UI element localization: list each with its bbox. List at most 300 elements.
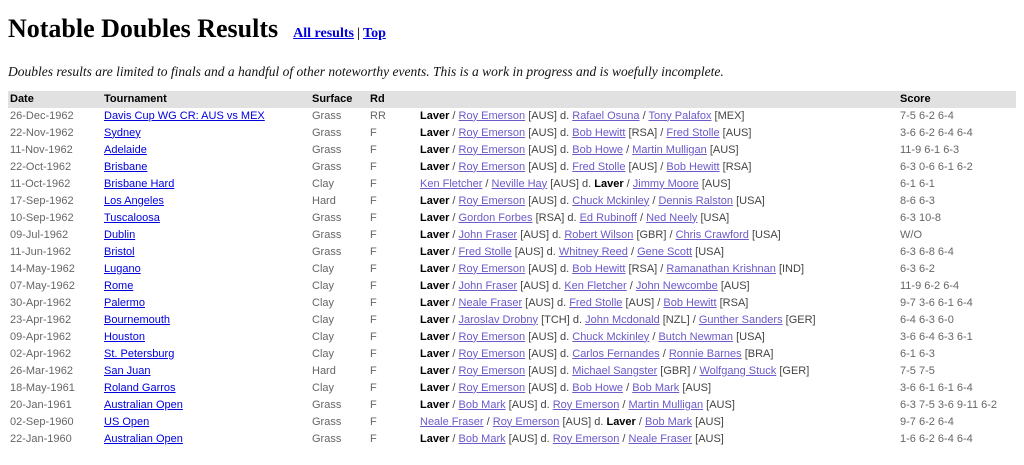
result-text: /: [449, 330, 459, 343]
result-text: /: [449, 262, 459, 275]
player-link[interactable]: Whitney Reed: [558, 245, 628, 258]
tournament-link[interactable]: Adelaide: [104, 143, 147, 156]
result-cell: [418, 380, 898, 397]
tournament-cell: [102, 363, 310, 380]
result-text: [AUS] d.: [511, 245, 559, 258]
player-link[interactable]: Jaroslav Drobny: [458, 313, 539, 326]
player-link[interactable]: Roy Emerson: [458, 143, 526, 156]
date-cell: 14-May-1962: [10, 262, 75, 275]
result-text: [AUS] d.: [525, 109, 573, 122]
column-header: Date: [8, 91, 102, 108]
tournament-link[interactable]: Roland Garros: [104, 381, 176, 394]
laver-name: Laver: [420, 364, 450, 377]
table-row: [8, 176, 1016, 193]
result-text: /: [449, 398, 459, 411]
column-header: Rd: [368, 91, 418, 108]
result-text: [TCH] d.: [538, 313, 586, 326]
player-link[interactable]: Martin Mulligan: [632, 143, 707, 156]
score-cell: 9-7 3-6 6-1 6-4: [900, 296, 973, 309]
result-text: [MEX]: [711, 109, 745, 122]
round-cell: F: [370, 262, 377, 275]
laver-name: Laver: [420, 211, 450, 224]
date-cell: 11-Oct-1962: [10, 177, 71, 190]
result-cell: [418, 108, 898, 125]
result-text: [RSA]: [719, 160, 752, 173]
table-row: [8, 261, 1016, 278]
score-cell: 6-3 6-2: [900, 262, 935, 275]
player-link[interactable]: Fred Stolle: [572, 160, 626, 173]
tournament-link[interactable]: St. Petersburg: [104, 347, 175, 360]
laver-name: Laver: [594, 177, 624, 190]
score-cell: 6-1 6-1: [900, 177, 935, 190]
player-link[interactable]: John Fraser: [458, 228, 518, 241]
surface-cell: Grass: [312, 228, 342, 241]
result-text: [USA]: [748, 228, 781, 241]
score-cell: 11-9 6-2 6-4: [900, 279, 960, 292]
score-cell: 6-3 6-8 6-4: [900, 245, 954, 258]
tournament-link[interactable]: Sydney: [104, 126, 141, 139]
result-text: /: [483, 415, 493, 428]
table-row: [8, 142, 1016, 159]
results-table: [8, 91, 1016, 448]
tournament-link[interactable]: US Open: [104, 415, 150, 428]
result-text: [GBR] /: [633, 228, 676, 241]
player-link[interactable]: Ramanathan Krishnan: [666, 262, 776, 275]
table-row: [8, 193, 1016, 210]
player-link[interactable]: Gunther Sanders: [698, 313, 783, 326]
result-text: [AUS]: [706, 143, 739, 156]
column-header: Surface: [310, 91, 368, 108]
tournament-link[interactable]: Tuscaloosa: [104, 211, 160, 224]
laver-name: Laver: [420, 330, 450, 343]
result-text: [AUS] d.: [525, 262, 573, 275]
score-cell: 3-6 6-1 6-1 6-4: [900, 381, 973, 394]
player-link[interactable]: Jimmy Moore: [632, 177, 699, 190]
laver-name: Laver: [420, 143, 450, 156]
round-cell: F: [370, 126, 377, 139]
date-cell: 22-Nov-1962: [10, 126, 74, 139]
player-link[interactable]: Roy Emerson: [458, 347, 526, 360]
result-cell: [418, 176, 898, 193]
result-text: [USA]: [692, 245, 724, 258]
laver-name: Laver: [420, 194, 450, 207]
tournament-cell: [102, 227, 310, 244]
score-cell: 3-6 6-2 6-4 6-4: [900, 126, 973, 139]
player-link[interactable]: John Newcombe: [635, 279, 718, 292]
tournament-cell: [102, 295, 310, 312]
link-separator: |: [356, 26, 361, 41]
player-link[interactable]: Gordon Forbes: [458, 211, 533, 224]
surface-cell: Clay: [312, 279, 335, 292]
score-cell: 6-1 6-3: [900, 347, 935, 360]
header-links: [293, 26, 386, 42]
result-text: [AUS] /: [625, 160, 667, 173]
result-cell: [418, 329, 898, 346]
table-row: [8, 380, 1016, 397]
laver-name: Laver: [420, 279, 450, 292]
result-text: [AUS] d.: [547, 177, 595, 190]
result-text: [AUS]: [703, 398, 735, 411]
result-text: /: [623, 143, 633, 156]
round-cell: F: [370, 330, 377, 343]
tournament-cell: [102, 278, 310, 295]
surface-cell: Clay: [312, 262, 335, 275]
table-row: [8, 108, 1016, 125]
column-header: [418, 91, 898, 108]
table-row: [8, 431, 1016, 448]
tournament-link[interactable]: Los Angeles: [104, 194, 164, 207]
tournament-cell: [102, 312, 310, 329]
player-link[interactable]: Roy Emerson: [552, 432, 620, 445]
player-link[interactable]: Ronnie Barnes: [668, 347, 742, 360]
result-text: /: [635, 415, 645, 428]
surface-cell: Grass: [312, 432, 342, 445]
tournament-cell: [102, 210, 310, 227]
player-link[interactable]: Bob Hewitt: [666, 160, 720, 173]
player-link[interactable]: Bob Hewitt: [663, 296, 717, 309]
player-link[interactable]: Bob Mark: [458, 398, 506, 411]
surface-cell: Clay: [312, 347, 335, 360]
result-text: /: [449, 143, 459, 156]
player-link[interactable]: Carlos Fernandes: [572, 347, 660, 360]
result-cell: [418, 142, 898, 159]
page-title: Notable Doubles Results: [8, 14, 279, 43]
result-cell: [418, 193, 898, 210]
player-link[interactable]: Gene Scott: [637, 245, 693, 258]
result-text: /: [449, 194, 459, 207]
surface-cell: Hard: [312, 364, 336, 377]
result-text: [USA]: [733, 330, 765, 343]
result-text: [BRA]: [741, 347, 774, 360]
player-link[interactable]: Roy Emerson: [458, 330, 526, 343]
date-cell: 23-Apr-1962: [10, 313, 72, 326]
player-link[interactable]: Bob Howe: [572, 381, 624, 394]
result-text: /: [449, 313, 459, 326]
player-link[interactable]: Chuck Mckinley: [572, 194, 650, 207]
result-text: /: [449, 245, 459, 258]
laver-name: Laver: [606, 415, 636, 428]
score-cell: 7-5 7-5: [900, 364, 935, 377]
result-text: [NZL] /: [659, 313, 699, 326]
tournament-cell: [102, 431, 310, 448]
round-cell: F: [370, 398, 377, 411]
round-cell: F: [370, 296, 377, 309]
round-cell: F: [370, 160, 377, 173]
score-cell: 3-6 6-4 6-3 6-1: [900, 330, 973, 343]
round-cell: F: [370, 381, 377, 394]
result-text: [GER]: [782, 313, 816, 326]
surface-cell: Clay: [312, 177, 335, 190]
surface-cell: Grass: [312, 109, 342, 122]
result-text: [USA]: [733, 194, 765, 207]
result-text: /: [449, 279, 459, 292]
surface-cell: Hard: [312, 194, 336, 207]
player-link[interactable]: Wolfgang Stuck: [699, 364, 777, 377]
player-link[interactable]: Ken Fletcher: [420, 177, 483, 190]
player-link[interactable]: Bob Howe: [572, 143, 624, 156]
result-text: [AUS]: [679, 381, 712, 394]
round-cell: F: [370, 177, 377, 190]
column-header: Tournament: [102, 91, 310, 108]
result-text: /: [619, 398, 629, 411]
result-text: /: [639, 109, 649, 122]
tournament-link[interactable]: Bournemouth: [104, 313, 171, 326]
tournament-link[interactable]: Houston: [104, 330, 145, 343]
date-cell: 07-May-1962: [10, 279, 75, 292]
table-row: [8, 397, 1016, 414]
result-cell: [418, 244, 898, 261]
tournament-link[interactable]: Australian Open: [104, 432, 183, 445]
result-text: /: [449, 109, 459, 122]
result-text: [RSA]: [716, 296, 749, 309]
result-text: /: [649, 194, 659, 207]
table-row: [8, 125, 1016, 142]
date-cell: 09-Apr-1962: [10, 330, 72, 343]
result-cell: [418, 346, 898, 363]
result-text: [AUS] d.: [525, 126, 573, 139]
result-text: [AUS] d.: [525, 347, 573, 360]
round-cell: F: [370, 143, 377, 156]
player-link[interactable]: Roy Emerson: [492, 415, 560, 428]
score-cell: 6-3 0-6 6-1 6-2: [900, 160, 973, 173]
table-row: [8, 227, 1016, 244]
result-text: [AUS] d.: [525, 364, 573, 377]
player-link[interactable]: Fred Stolle: [666, 126, 720, 139]
player-link[interactable]: Chris Crawford: [675, 228, 749, 241]
laver-name: Laver: [420, 398, 450, 411]
surface-cell: Clay: [312, 330, 335, 343]
player-link[interactable]: Rafael Osuna: [572, 109, 640, 122]
result-cell: [418, 125, 898, 142]
player-link[interactable]: Roy Emerson: [458, 364, 526, 377]
tournament-cell: [102, 108, 310, 125]
result-text: /: [449, 432, 459, 445]
tournament-cell: [102, 159, 310, 176]
player-link[interactable]: Neale Fraser: [458, 296, 523, 309]
surface-cell: Grass: [312, 415, 342, 428]
date-cell: 22-Oct-1962: [10, 160, 72, 173]
result-text: /: [627, 245, 638, 258]
player-link[interactable]: Roy Emerson: [458, 262, 526, 275]
table-row: [8, 363, 1016, 380]
player-link[interactable]: Ned Neely: [646, 211, 698, 224]
surface-cell: Grass: [312, 245, 342, 258]
player-link[interactable]: Roy Emerson: [458, 109, 526, 122]
player-link[interactable]: Michael Sangster: [572, 364, 658, 377]
result-text: /: [623, 381, 633, 394]
top-link[interactable]: Top: [363, 26, 386, 41]
date-cell: 02-Sep-1960: [10, 415, 74, 428]
score-cell: 9-7 6-2 6-4: [900, 415, 954, 428]
player-link[interactable]: Butch Newman: [658, 330, 734, 343]
tournament-cell: [102, 261, 310, 278]
round-cell: F: [370, 245, 377, 258]
result-cell: [418, 210, 898, 227]
round-cell: F: [370, 211, 377, 224]
laver-name: Laver: [420, 262, 450, 275]
tournament-link[interactable]: Dublin: [104, 228, 136, 241]
score-cell: 1-6 6-2 6-4 6-4: [900, 432, 973, 445]
surface-cell: Grass: [312, 126, 342, 139]
laver-name: Laver: [420, 432, 450, 445]
tournament-link[interactable]: Bristol: [104, 245, 135, 258]
result-text: [RSA] /: [625, 262, 667, 275]
result-text: /: [449, 347, 459, 360]
result-text: [AUS]: [698, 177, 731, 190]
result-cell: [418, 278, 898, 295]
result-cell: [418, 363, 898, 380]
player-link[interactable]: Roy Emerson: [458, 126, 526, 139]
table-row: [8, 329, 1016, 346]
player-link[interactable]: Bob Hewitt: [572, 262, 626, 275]
table-row: [8, 278, 1016, 295]
result-text: [AUS]: [692, 432, 724, 445]
player-link[interactable]: Neale Fraser: [420, 415, 484, 428]
round-cell: F: [370, 279, 377, 292]
player-link[interactable]: Neale Fraser: [628, 432, 693, 445]
laver-name: Laver: [420, 313, 450, 326]
player-link[interactable]: John Mcdonald: [585, 313, 660, 326]
tournament-cell: [102, 244, 310, 261]
table-row: [8, 244, 1016, 261]
player-link[interactable]: Fred Stolle: [569, 296, 623, 309]
laver-name: Laver: [420, 245, 450, 258]
result-text: /: [636, 211, 647, 224]
round-cell: F: [370, 228, 377, 241]
player-link[interactable]: Bob Mark: [645, 415, 693, 428]
tournament-cell: [102, 380, 310, 397]
tournament-cell: [102, 346, 310, 363]
result-text: /: [623, 177, 633, 190]
tournament-link[interactable]: Brisbane Hard: [104, 177, 175, 190]
tournament-link[interactable]: San Juan: [104, 364, 151, 377]
round-cell: F: [370, 364, 377, 377]
all-results-link[interactable]: All results: [293, 26, 354, 41]
tournament-link[interactable]: Davis Cup WG CR: AUS vs MEX: [104, 109, 265, 122]
surface-cell: Grass: [312, 143, 342, 156]
table-body: [8, 108, 1016, 448]
player-link[interactable]: Ken Fletcher: [564, 279, 627, 292]
result-text: [AUS]: [717, 279, 750, 292]
surface-cell: Grass: [312, 211, 342, 224]
player-link[interactable]: Roy Emerson: [458, 194, 526, 207]
player-link[interactable]: Bob Mark: [458, 432, 506, 445]
round-cell: F: [370, 313, 377, 326]
score-cell: 6-4 6-3 6-0: [900, 313, 954, 326]
disclaimer-note: Doubles results are limited to finals and a handful of other noteworthy events. This is a work in progress and is woefully incomplete.: [8, 63, 724, 79]
result-text: [GBR] /: [657, 364, 700, 377]
result-text: /: [659, 347, 669, 360]
laver-name: Laver: [420, 296, 450, 309]
round-cell: F: [370, 415, 377, 428]
result-text: [AUS] d.: [517, 228, 565, 241]
score-cell: 7-5 6-2 6-4: [900, 109, 954, 122]
player-link[interactable]: Fred Stolle: [458, 245, 512, 258]
date-cell: 30-Apr-1962: [10, 296, 72, 309]
player-link[interactable]: Chuck Mckinley: [572, 330, 650, 343]
tournament-cell: [102, 176, 310, 193]
tournament-link[interactable]: Australian Open: [104, 398, 183, 411]
result-text: [AUS] d.: [525, 330, 573, 343]
result-cell: [418, 397, 898, 414]
score-cell: W/O: [900, 228, 922, 241]
round-cell: F: [370, 194, 377, 207]
result-cell: [418, 431, 898, 448]
result-text: /: [449, 364, 459, 377]
result-text: [AUS] d.: [525, 381, 573, 394]
tournament-cell: [102, 397, 310, 414]
result-text: [AUS]: [719, 126, 752, 139]
result-text: [AUS] d.: [525, 143, 573, 156]
laver-name: Laver: [420, 381, 450, 394]
player-link[interactable]: Bob Hewitt: [572, 126, 626, 139]
round-cell: F: [370, 347, 377, 360]
surface-cell: Grass: [312, 160, 342, 173]
player-link[interactable]: Tony Palafox: [648, 109, 712, 122]
result-text: /: [619, 432, 629, 445]
result-cell: [418, 159, 898, 176]
round-cell: F: [370, 432, 377, 445]
table-row: [8, 414, 1016, 431]
result-text: /: [449, 228, 459, 241]
result-text: [AUS] d.: [522, 296, 570, 309]
date-cell: 26-Dec-1962: [10, 109, 74, 122]
player-link[interactable]: Bob Mark: [632, 381, 680, 394]
player-link[interactable]: Martin Mulligan: [628, 398, 704, 411]
date-cell: 17-Sep-1962: [10, 194, 74, 207]
column-header: Score: [898, 91, 1016, 108]
surface-cell: Clay: [312, 381, 335, 394]
score-cell: 11-9 6-1 6-3: [900, 143, 960, 156]
table-row: [8, 159, 1016, 176]
result-text: [IND]: [775, 262, 805, 275]
player-link[interactable]: Neville Hay: [491, 177, 548, 190]
date-cell: 09-Jul-1962: [10, 228, 69, 241]
result-cell: [418, 312, 898, 329]
player-link[interactable]: Dennis Ralston: [658, 194, 734, 207]
result-text: /: [649, 330, 659, 343]
player-link[interactable]: Ed Rubinoff: [579, 211, 637, 224]
table-row: [8, 312, 1016, 329]
surface-cell: Clay: [312, 296, 335, 309]
player-link[interactable]: John Fraser: [458, 279, 518, 292]
tournament-link[interactable]: Palermo: [104, 296, 145, 309]
tournament-link[interactable]: Rome: [104, 279, 134, 292]
tournament-cell: [102, 329, 310, 346]
result-text: [AUS] d.: [505, 398, 553, 411]
score-cell: 8-6 6-3: [900, 194, 935, 207]
player-link[interactable]: Roy Emerson: [458, 381, 526, 394]
result-text: [AUS] d.: [525, 160, 573, 173]
player-link[interactable]: Roy Emerson: [458, 160, 526, 173]
score-cell: 6-3 10-8: [900, 211, 941, 224]
result-cell: [418, 414, 898, 431]
result-text: /: [626, 279, 636, 292]
player-link[interactable]: Robert Wilson: [564, 228, 634, 241]
result-text: /: [482, 177, 492, 190]
date-cell: 10-Sep-1962: [10, 211, 74, 224]
player-link[interactable]: Roy Emerson: [552, 398, 620, 411]
score-cell: 6-3 7-5 3-6 9-11 6-2: [900, 398, 998, 411]
date-cell: 11-Jun-1962: [10, 245, 71, 258]
tournament-link[interactable]: Lugano: [104, 262, 141, 275]
laver-name: Laver: [420, 126, 450, 139]
result-text: [RSA] d.: [532, 211, 580, 224]
tournament-link[interactable]: Brisbane: [104, 160, 148, 173]
result-text: [AUS] d.: [517, 279, 565, 292]
surface-cell: Clay: [312, 313, 335, 326]
result-text: /: [449, 160, 459, 173]
